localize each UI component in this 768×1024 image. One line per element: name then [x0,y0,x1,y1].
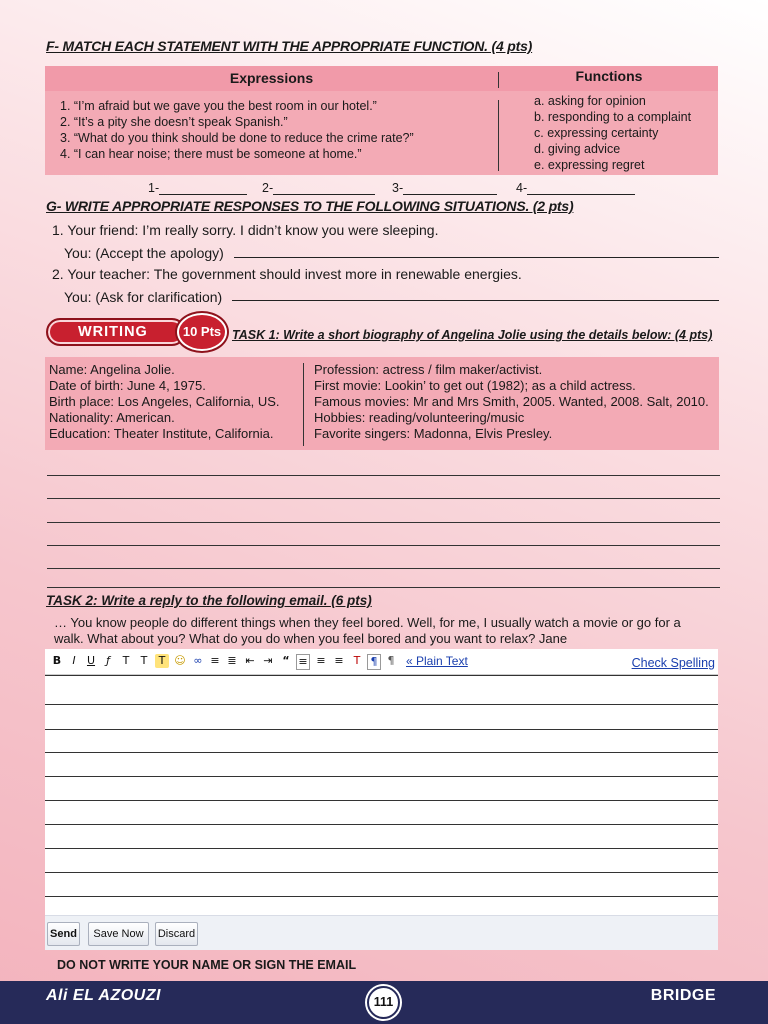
italic-icon[interactable]: I [72,654,76,667]
editor-button-bar [45,915,718,950]
indent-icon[interactable]: ⇥ [263,654,273,667]
editor-line[interactable] [45,896,718,897]
bold-icon[interactable]: B [52,654,62,667]
remove-formatting-icon[interactable]: T [353,654,361,667]
expression-item: 4. “I can hear noise; there must be someone at home.” [60,147,362,161]
matching-table [45,66,718,175]
function-item: e. expressing regret [534,158,645,172]
editor-line[interactable] [45,675,718,676]
answer-line[interactable] [159,185,247,195]
situation-1: 1. Your friend: I’m really sorry. I didn’t know you were sleeping. [52,222,439,238]
answer-slot-3[interactable] [392,181,497,195]
editor-line[interactable] [45,729,718,730]
expression-item: 3. “What do you think should be done to reduce the crime rate?” [60,131,414,145]
ltr-icon[interactable]: ¶ [367,654,381,670]
editor-line[interactable] [45,776,718,777]
editor-toolbar [45,649,718,675]
book-title: BRIDGE [650,987,716,1004]
bio-item: Name: Angelina Jolie. [49,362,175,377]
writing-line[interactable] [47,587,720,588]
bio-item: Date of birth: June 4, 1975. [49,378,206,393]
answer-line[interactable] [527,185,635,195]
response-1-line[interactable] [234,257,719,258]
section-f-title: F- MATCH EACH STATEMENT WITH THE APPROPRIATE FUNCTION. (4 pts) [46,38,533,54]
writing-badge: WRITING [46,318,186,346]
functions-list [534,93,691,173]
answer-slot-2[interactable] [262,181,375,195]
section-g-title: G- WRITE APPROPRIATE RESPONSES TO THE FOLLOWING SITUATIONS. (2 pts) [46,198,574,214]
answer-slot-4[interactable] [516,181,635,195]
writing-line[interactable] [47,498,720,499]
email-editor [45,649,718,950]
function-item: a. asking for opinion [534,94,646,108]
font-size-icon[interactable]: T [122,654,130,667]
bio-left-column [49,362,280,442]
expressions-list [60,98,414,162]
emoji-icon[interactable]: ☺ [174,654,186,667]
column-divider [498,100,499,171]
bio-item: Nationality: American. [49,410,175,425]
answer-line[interactable] [273,185,375,195]
highlight-icon[interactable]: T [155,654,169,668]
align-center-icon[interactable]: ≡ [316,654,326,667]
biography-details [45,357,719,450]
writing-line[interactable] [47,545,720,546]
bio-item: First movie: Lookin’ to get out (1982); as a child actress. [314,378,636,393]
quote-icon[interactable]: “ [282,654,290,667]
align-left-icon[interactable]: ≡ [296,654,310,670]
editor-line[interactable] [45,872,718,873]
task-1-title: TASK 1: Write a short biography of Angelina Jolie using the details below: (4 pts) [232,328,713,342]
answer-label: 4- [516,181,528,195]
email-text-line-1: … You know people do different things when they feel bored. Well, for me, I usually watch a movie or go for a [54,615,681,630]
bulleted-list-icon[interactable]: ≣ [227,654,237,667]
expression-item: 1. “I’m afraid but we gave you the best room in our hotel.” [60,99,377,113]
plain-text-link[interactable]: « Plain Text [406,654,468,668]
response-2-line[interactable] [232,300,719,301]
font-icon[interactable]: ƒ [106,654,110,667]
header-divider [498,72,499,88]
task-2-title: TASK 2: Write a reply to the following email. (6 pts) [46,593,372,608]
email-text-line-2: walk. What about you? What do you do when you feel bored and you want to relax? Jane [54,631,568,646]
send-button[interactable]: Send [47,922,80,946]
functions-header: Functions [575,68,643,84]
editor-line[interactable] [45,752,718,753]
writing-line[interactable] [47,568,720,569]
matching-table-header [45,66,718,91]
expression-item: 2. “It’s a pity she doesn’t speak Spanish.” [60,115,288,129]
situation-2: 2. Your teacher: The government should invest more in renewable energies. [52,266,522,282]
page-number: 111 [367,986,400,1019]
function-item: d. giving advice [534,142,621,156]
function-item: c. expressing certainty [534,126,659,140]
bio-right-column [314,362,709,442]
bio-divider [303,363,304,446]
underline-icon[interactable]: U [86,654,96,667]
bio-item: Hobbies: reading/volunteering/music [314,410,525,425]
outdent-icon[interactable]: ⇤ [245,654,255,667]
bio-item: Favorite singers: Madonna, Elvis Presley. [314,426,553,441]
numbered-list-icon[interactable]: ≡ [210,654,220,667]
expressions-header: Expressions [229,70,314,86]
answer-label: 3- [392,181,404,195]
rtl-icon[interactable]: ¶ [387,654,395,667]
points-badge: 10 Pts [177,313,227,351]
editor-line[interactable] [45,824,718,825]
bio-item: Famous movies: Mr and Mrs Smith, 2005. Wanted, 2008. Salt, 2010. [314,394,709,409]
response-1-prompt: You: (Accept the apology) [64,245,224,261]
email-notice: DO NOT WRITE YOUR NAME OR SIGN THE EMAIL [57,958,357,972]
bio-item: Birth place: Los Angeles, California, US. [49,394,280,409]
editor-line[interactable] [45,800,718,801]
bio-item: Education: Theater Institute, California. [49,426,274,441]
check-spelling-link[interactable]: Check Spelling [631,656,715,670]
align-right-icon[interactable]: ≡ [334,654,344,667]
function-item: b. responding to a complaint [534,110,692,124]
bio-item: Profession: actress / film maker/activist. [314,362,543,377]
answer-slot-1[interactable] [148,181,247,195]
text-color-icon[interactable]: T [140,654,148,667]
answer-label: 2- [262,181,274,195]
page-footer [0,981,768,1024]
response-2-prompt: You: (Ask for clarification) [64,289,223,305]
save-now-button[interactable]: Save Now [88,922,149,946]
writing-line[interactable] [47,475,720,476]
link-icon[interactable]: ∞ [193,654,203,667]
author-name: Ali EL AZOUZI [46,987,161,1004]
writing-line[interactable] [47,522,720,523]
editor-line[interactable] [45,848,718,849]
discard-button[interactable]: Discard [155,922,198,946]
answer-line[interactable] [403,185,497,195]
editor-line[interactable] [45,704,718,705]
answer-label: 1- [148,181,160,195]
